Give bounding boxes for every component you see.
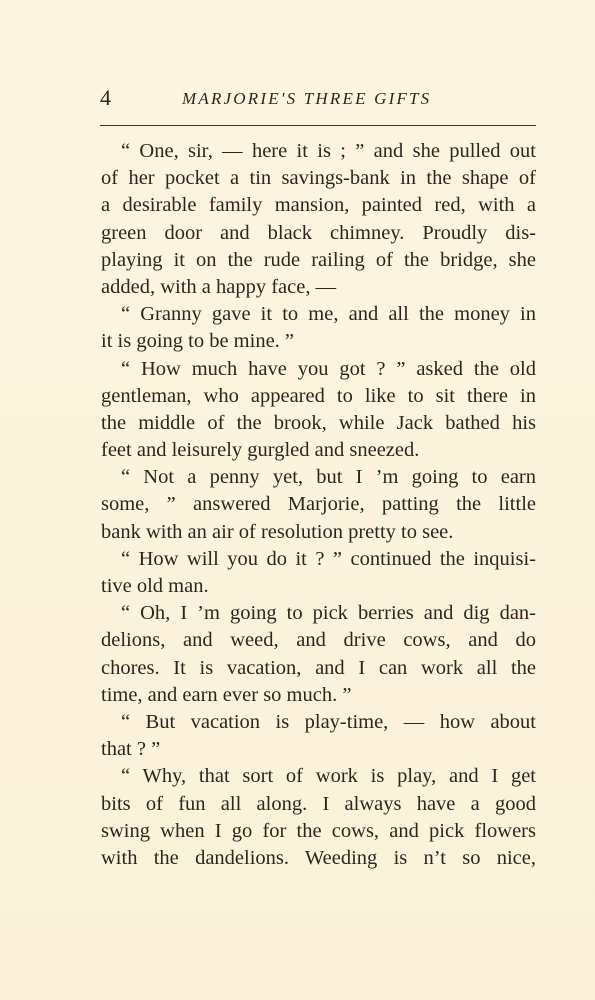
text-line: that ? ” [101, 738, 161, 761]
text-line: green door and black chimney. Proudly dis- [101, 221, 536, 244]
running-title: MARJORIE'S THREE GIFTS [182, 89, 432, 108]
text-line: bank with an air of resolution pretty to see. [101, 520, 454, 543]
text-line: chores. It is vacation, and I can work all the [101, 656, 536, 679]
text-line: “ Granny gave it to me, and all the money in [121, 303, 536, 326]
text-line: “ How will you do it ? ” continued the inquisi- [121, 547, 536, 570]
body-text [101, 138, 536, 872]
text-line: gentleman, who appeared to like to sit there in [101, 384, 536, 407]
text-line: “ Oh, I ’m going to pick berries and dig dan- [121, 602, 536, 625]
text-line: added, with a happy face, — [101, 275, 337, 298]
page-header [100, 84, 536, 114]
text-line: delions, and weed, and drive cows, and do [101, 629, 536, 652]
text-line: “ One, sir, — here it is ; ” and she pulled out [121, 140, 536, 162]
text-line: some, ” answered Marjorie, patting the little [101, 493, 536, 516]
text-line: playing it on the rude railing of the bridge, she [101, 248, 536, 271]
text-line: a desirable family mansion, painted red, with a [101, 194, 536, 217]
text-line: “ Why, that sort of work is play, and I get [121, 765, 536, 788]
text-line: “ How much have you got ? ” asked the old [121, 357, 536, 380]
text-line: with the dandelions. Weeding is n’t so nice, [101, 846, 536, 869]
text-line: “ But vacation is play-time, — how about [121, 710, 536, 733]
text-line: swing when I go for the cows, and pick flowers [101, 819, 536, 842]
text-line: tive old man. [101, 575, 209, 597]
text-line: the middle of the brook, while Jack bathed his [101, 411, 536, 434]
text-line: feet and leisurely gurgled and sneezed. [101, 439, 420, 462]
text-line: time, and earn ever so much. ” [101, 683, 352, 706]
page-number: 4 [100, 85, 111, 110]
text-line: of her pocket a tin savings-bank in the shape of [101, 167, 536, 190]
text-line: “ Not a penny yet, but I ’m going to earn [121, 466, 536, 489]
text-line: it is going to be mine. ” [101, 330, 295, 353]
header-rule [100, 125, 536, 126]
text-line: bits of fun all along. I always have a good [101, 792, 536, 815]
